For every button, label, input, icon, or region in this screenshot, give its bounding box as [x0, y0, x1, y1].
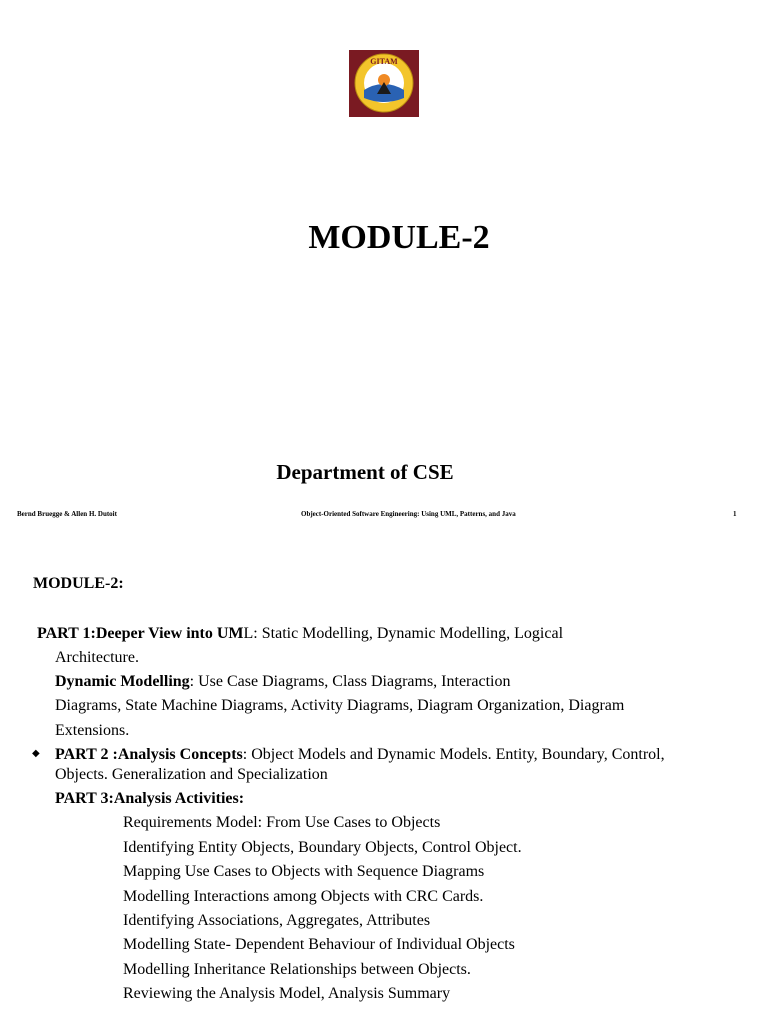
- part1-label: PART 1:Deeper View into UM: [37, 625, 244, 642]
- dynamic-modelling-label: Dynamic Modelling: [55, 673, 190, 690]
- part1-continuation: Architecture.: [55, 649, 139, 666]
- part2-text: : Object Models and Dynamic Models. Entity, Boundary, Control,: [242, 746, 665, 763]
- slide-title: MODULE-2: [308, 219, 490, 256]
- dynamic-modelling-line: [55, 672, 510, 692]
- department-title: Department of CSE: [276, 460, 454, 484]
- part2-continuation: Objects. Generalization and Specialization: [55, 766, 328, 783]
- footer-authors: Bernd Bruegge & Allen H. Dutoit: [17, 510, 117, 518]
- activity-item: Identifying Associations, Aggregates, Attributes: [123, 912, 431, 929]
- dynamic-modelling-continuation-2: Extensions.: [55, 722, 130, 739]
- activity-item: Modelling Inheritance Relationships between Objects.: [123, 961, 471, 978]
- activity-item: Modelling Interactions among Objects with CRC Cards.: [123, 888, 484, 905]
- activity-item: Modelling State- Dependent Behaviour of Individual Objects: [123, 936, 515, 953]
- part2-line: [55, 745, 665, 765]
- dynamic-modelling-text: : Use Case Diagrams, Class Diagrams, Interaction: [189, 673, 511, 690]
- part3-label: PART 3:Analysis Activities:: [55, 790, 245, 807]
- part1-line: [37, 624, 563, 644]
- part1-label-tail: L: [243, 625, 254, 642]
- svg-text:GITAM: GITAM: [370, 57, 398, 66]
- footer-page-number: 1: [733, 510, 737, 518]
- part2-label: PART 2 :Analysis Concepts: [55, 746, 243, 763]
- footer-book-title: Object-Oriented Software Engineering: Using UML, Patterns, and Java: [301, 510, 516, 518]
- bullet-diamond-icon: ◆: [32, 748, 40, 759]
- activity-item: Identifying Entity Objects, Boundary Objects, Control Object.: [123, 839, 522, 856]
- module-heading: MODULE-2:: [33, 575, 124, 592]
- gitam-seal-icon: [349, 50, 419, 117]
- activity-item: Requirements Model: From Use Cases to Objects: [123, 814, 441, 831]
- activity-item: Reviewing the Analysis Model, Analysis Summary: [123, 985, 451, 1002]
- dynamic-modelling-continuation-1: Diagrams, State Machine Diagrams, Activity Diagrams, Diagram Organization, Diagram: [55, 697, 625, 714]
- gitam-logo: [349, 50, 419, 117]
- activity-item: Mapping Use Cases to Objects with Sequence Diagrams: [123, 863, 485, 880]
- part1-text: : Static Modelling, Dynamic Modelling, Logical: [253, 625, 564, 642]
